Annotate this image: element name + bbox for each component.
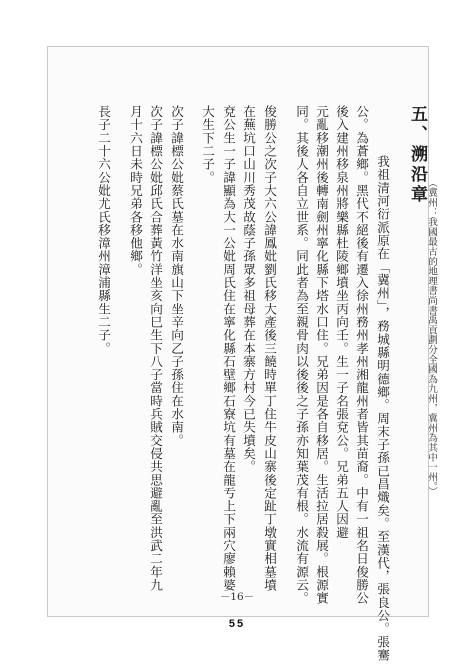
text-column-1: 我祖清河衍派原在「冀州」，務城縣明德鄉。周末子孫已昌熾矣。至漢代，張良公。張騫	[375, 155, 390, 662]
text-column-5: 同。其後人各自立世系。同此者為至親骨肉以後後之子孫亦知葉茂有根。水流有源云。	[294, 105, 309, 605]
sheet-number: 55	[228, 618, 246, 630]
section-title: 五、溯沿章	[407, 105, 427, 205]
text-column-9: 大生下二子。	[200, 105, 215, 184]
text-column-12: 月十六日未時兄弟各移他鄉。	[128, 105, 143, 276]
section-note: （冀州：我國最古的地理書尚書禹貢劃分全國為九州，冀州為其中一州。）	[426, 178, 437, 497]
text-column-7: 在蕪坑口山川秀茂故蔭子孫眾多祖母葬在本寨方村今已失墳矣。	[241, 105, 256, 474]
text-column-11: 次子諱標公妣邱氏合葬黃竹洋坐亥向巳生下八子當時兵賊交侵共思避亂至洪武二年九	[148, 105, 163, 592]
text-column-13: 長子二十六公妣尤氏移漳州漳浦縣生二子。	[96, 105, 111, 355]
text-column-6: 俊勝公之次子大六公諱鳳妣劉氏移大產後三饒時單丁住牛皮山寨後定趾丁墩實相墓墳	[262, 105, 277, 592]
text-column-10: 次子諱標公妣蔡氏墓在水南旗山下坐辛向乙子孫住在水南。	[169, 105, 184, 447]
text-column-2: 公。為蒼鄉。黑代不絕後有遷入徐州務州孝州湘龍州者皆其苗裔。中有一祖名日俊勝公	[354, 105, 369, 605]
page-number: －16－	[219, 591, 255, 603]
text-column-3: 後入建州移泉州將樂縣杜陵鄉墳坐丙向壬。生一子名張兗公。兄弟五人因避	[334, 105, 349, 539]
text-column-8: 兗公生一子諱顯為大一公妣周氏住在寧化縣石壁鄉石寮坑有墓在龍亐上下兩穴廖賴婆	[221, 105, 236, 592]
text-column-4: 元亂移潮州後轉南劍州寧化縣下塔水口住。兄弟因是各自移居。生活拉居殺展。根源實	[314, 105, 329, 605]
